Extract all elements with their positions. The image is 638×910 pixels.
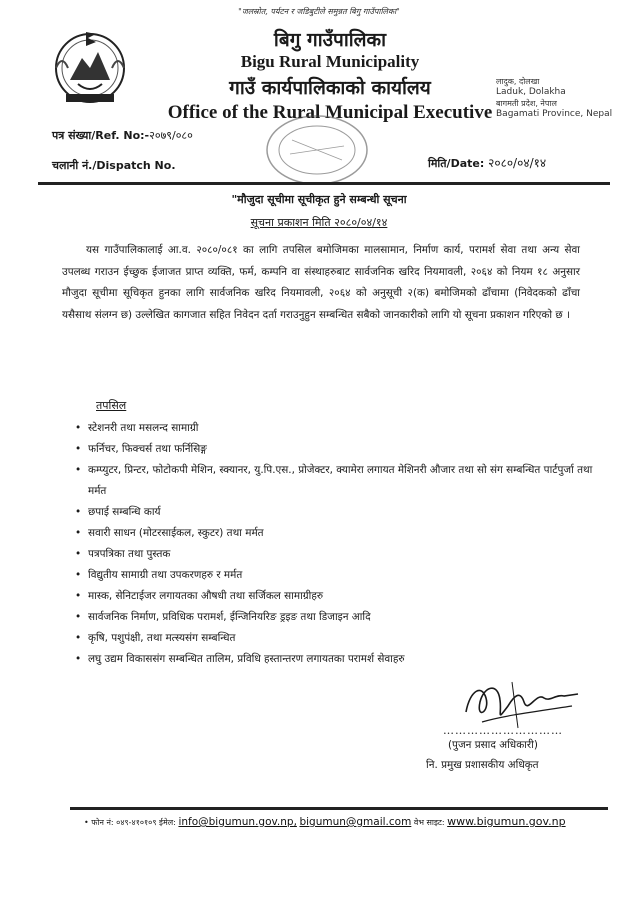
reference-number — [52, 128, 193, 143]
municipality-name-np: बिगु गाउँपालिका — [273, 29, 387, 51]
list-item: • सार्वजनिक निर्माण, प्रविधिक परामर्श, ईन्जिनियरिङ ड्रइङ तथा डिजाइन आदि — [72, 607, 600, 628]
bullet: • — [75, 464, 82, 476]
list-item: • सवारी साधन (मोटरसाईकल, स्कुटर) तथा मर्मत — [72, 523, 600, 544]
bullet: • — [75, 632, 82, 644]
list-item: • फर्निचर, फिक्चर्स तथा फर्निसिङ्ग — [72, 439, 600, 460]
list-item: • लघु उद्यम विकाससंग सम्बन्धित तालिम, प्रविधि हस्तान्तरण लगायतका परामर्श सेवाहरु — [72, 649, 600, 670]
address-en-1: Laduk, Dolakha — [496, 87, 566, 97]
office-name-np: गाउँ कार्यपालिकाको कार्यालय — [229, 77, 431, 99]
list-item: • विद्युतीय सामाग्री तथा उपकरणहरु र मर्मत — [72, 565, 600, 586]
date-value: २०८०/०४/१४ — [488, 156, 547, 170]
item-list — [72, 418, 600, 670]
bullet: • — [75, 443, 82, 455]
list-item: • मास्क, सेनिटाईजर लगायतका औषधी तथा सर्जिकल सामाग्रीहरु — [72, 586, 600, 607]
address-np-1: लादुक, दोलखा — [496, 77, 540, 86]
header-divider — [38, 182, 610, 185]
notice-subject: "मौजुदा सूचीमा सूचीकृत हुने सम्बन्धी सूचना — [231, 193, 407, 206]
bullet: • — [75, 506, 82, 518]
office-address — [496, 76, 612, 120]
signature-line: ………………………… — [443, 724, 563, 737]
publish-date: सूचना प्रकाशन मिति २०८०/०४/१४ — [250, 216, 388, 229]
list-item: • स्टेशनरी तथा मसलन्द सामाग्री — [72, 418, 600, 439]
list-heading: तपसिल — [96, 399, 127, 412]
office-name-en: Office of the Rural Municipal Executive — [167, 102, 493, 123]
bullet: • — [75, 653, 82, 665]
bullet: • — [75, 569, 82, 581]
date-label: मिति/Date: — [428, 157, 485, 170]
bullet: • — [75, 527, 82, 539]
list-item: • पत्रपत्रिका तथा पुस्तक — [72, 544, 600, 565]
phone-number: फोन नं: ०४९-४१०१०९ — [91, 818, 157, 827]
signatory-designation: नि. प्रमुख प्रशासकीय अधिकृत — [426, 759, 539, 771]
bullet: • — [75, 548, 82, 560]
email-link-info[interactable]: info@bigumun.gov.np — [178, 816, 294, 828]
motto: "जलस्रोत, पर्यटन र जडिबुटीले समुन्नत बिगु गाउँपालिका" — [238, 7, 400, 16]
ref-value: २०७९/०८० — [149, 129, 193, 142]
email-separator: , — [293, 816, 297, 828]
footer-contact — [84, 815, 566, 828]
ref-label: पत्र संख्या/Ref. No:- — [52, 129, 150, 142]
footer-divider — [70, 807, 608, 810]
website-label: वेभ साइट: — [413, 818, 445, 827]
bullet: • — [75, 422, 82, 434]
bullet: • — [75, 611, 82, 623]
signatory-name: (पुजन प्रसाद अधिकारी) — [448, 739, 538, 751]
letter-date — [428, 154, 546, 171]
email-link-gmail[interactable]: bigumun@gmail.com — [299, 816, 412, 828]
list-item: • कम्प्युटर, प्रिन्टर, फोटोकपी मेशिन, स्क्यानर, यु.पि.एस., प्रोजेक्टर, क्यामेरा लगायत मेशिनरी औजार तथा सो संग सम्बन्धित पार्टपुर्जा तथा मर्मत — [72, 460, 600, 502]
footer-bullet: • — [84, 818, 89, 827]
bullet: • — [75, 590, 82, 602]
municipality-name-en: Bigu Rural Municipality — [240, 52, 420, 71]
website-link[interactable]: www.bigumun.gov.np — [447, 815, 566, 828]
notice-body: यस गाउँपालिकालाई आ.व. २०८०/०८१ का लागि तपसिल बमोजिमका मालसामान, निर्माण कार्य, परामर्श सेवा तथा अन्य सेवा उपलब्ध गराउन ईच्छुक ईजाजत प्राप्त व्यक्ति, फर्म, कम्पनि वा संस्थाहरुबाट सार्वजनिक खरिद नियमावली, २०६४ को नियम १८ अनुसार मौजुदा सूचीमा सूचिकृत हुनका लागि सार्वजनिक खरिद नियमावली, २०६४ को अनुसूची २(क) बमोजिमको ढाँचामा (निवेदकको ढाँचा यसैसाथ संलग्न छ) उल्लेखित कागजात सहित निवेदन दर्ता गराउनुहुन सम्बन्धित सबैको जानकारीको लागि यो सूचना प्रकाशन गरिएको छ । — [62, 244, 580, 321]
nepal-emblem-icon — [48, 24, 132, 108]
publish-date-line — [0, 215, 638, 230]
list-item: • कृषि, पशुपंक्षी, तथा मत्स्यसंग सम्बन्धित — [72, 628, 600, 649]
address-np-2: बागमती प्रदेश, नेपाल — [496, 99, 557, 108]
dispatch-number: चलानी नं./Dispatch No. — [52, 159, 176, 172]
email-label: ईमेल: — [159, 818, 176, 827]
address-en-2: Bagamati Province, Nepal — [496, 109, 613, 119]
office-seal-icon — [262, 110, 372, 190]
list-item: • छपाई सम्बन्धि कार्य — [72, 502, 600, 523]
